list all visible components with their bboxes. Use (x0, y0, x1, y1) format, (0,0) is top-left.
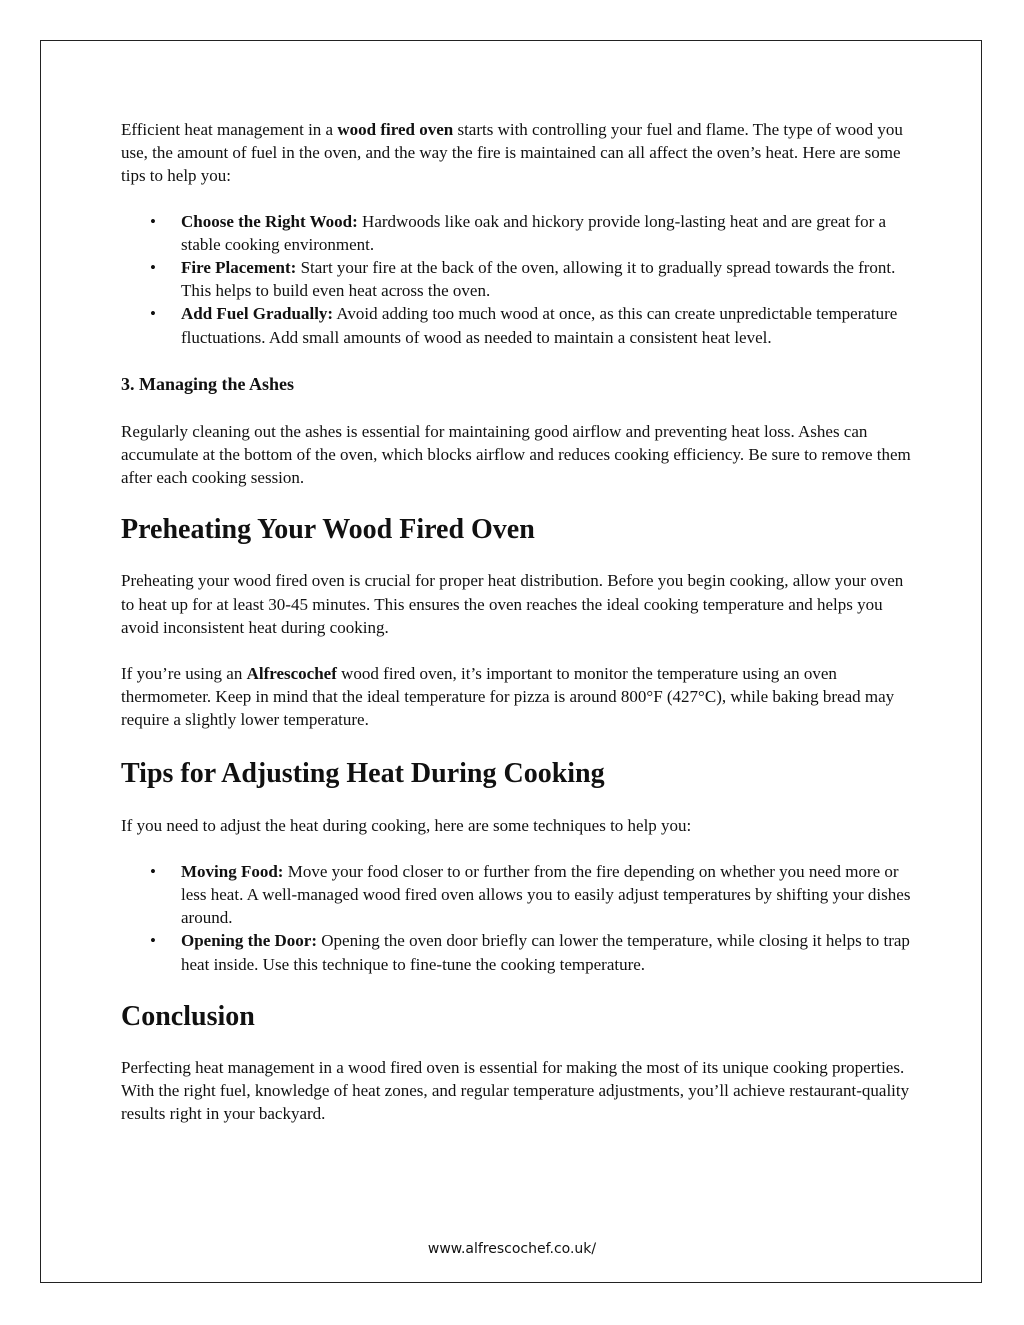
preheating-heading: Preheating Your Wood Fired Oven (121, 514, 535, 546)
conclusion-heading: Conclusion (121, 1000, 255, 1032)
list-item: • Add Fuel Gradually: Avoid adding too much wood at once, as this can create unpredictable temperature fluctuations. Add small amounts of wood as needed to maintain a consistent heat level. (181, 302, 911, 348)
document-body (121, 118, 911, 1125)
conclusion-paragraph: Perfecting heat management in a wood fired oven is essential for making the most of its unique cooking properties. With the right fuel, knowledge of heat zones, and regular temperature adjustments, you’ll achieve restaurant-quality results right in your backyard. (121, 1057, 910, 1124)
footer-url: www.alfrescochef.co.uk/ (427, 1241, 597, 1257)
ashes-heading: 3. Managing the Ashes (121, 373, 295, 394)
preheating-paragraph-2: If you’re using an Alfrescochef wood fired oven, it’s important to monitor the temperature using an oven thermometer. Keep in mind that the ideal temperature for pizza is around 800°F (427°C), while baking bread may require a slightly lower temperature. (121, 664, 895, 730)
list-item: • Choose the Right Wood: Hardwoods like oak and hickory provide long-lasting heat and are great for a stable cooking environment. (181, 210, 911, 256)
brand-name: Alfrescochef (246, 664, 337, 684)
preheating-paragraph-1: Preheating your wood fired oven is crucial for proper heat distribution. Before you begin cooking, allow your oven to heat up for at least 30-45 minutes. This ensures the oven reaches the ideal cooking temperature and helps you avoid inconsistent heat during cooking. (121, 571, 904, 637)
fuel-tips-list (121, 210, 911, 349)
ashes-paragraph: Regularly cleaning out the ashes is essential for maintaining good airflow and preventing heat loss. Ashes can accumulate at the bottom of the oven, which blocks airflow and reduces cooking efficiency. Be sure to remove them after each cooking session. (121, 421, 911, 488)
intro-paragraph: Efficient heat management in a wood fired oven starts with controlling your fuel and flame. The type of wood you use, the amount of fuel in the oven, and the way the fire is maintained can all affect the oven’s heat. Here are some tips to help you: (121, 120, 903, 186)
list-item: • Moving Food: Move your food closer to or further from the fire depending on whether you need more or less heat. A well-managed wood fired oven allows you to easily adjust temperatures by shifting your dishes around. (181, 860, 911, 930)
adjusting-list (121, 860, 911, 976)
list-item: • Fire Placement: Start your fire at the back of the oven, allowing it to gradually spread towards the front. This helps to build even heat across the oven. (181, 256, 911, 302)
intro-bold-term: wood fired oven (337, 120, 454, 139)
adjusting-heading: Tips for Adjusting Heat During Cooking (121, 757, 605, 789)
adjusting-intro: If you need to adjust the heat during cooking, here are some techniques to help you: (121, 815, 692, 835)
list-item: • Opening the Door: Opening the oven door briefly can lower the temperature, while closing it helps to trap heat inside. Use this technique to fine-tune the cooking temperature. (181, 929, 911, 975)
